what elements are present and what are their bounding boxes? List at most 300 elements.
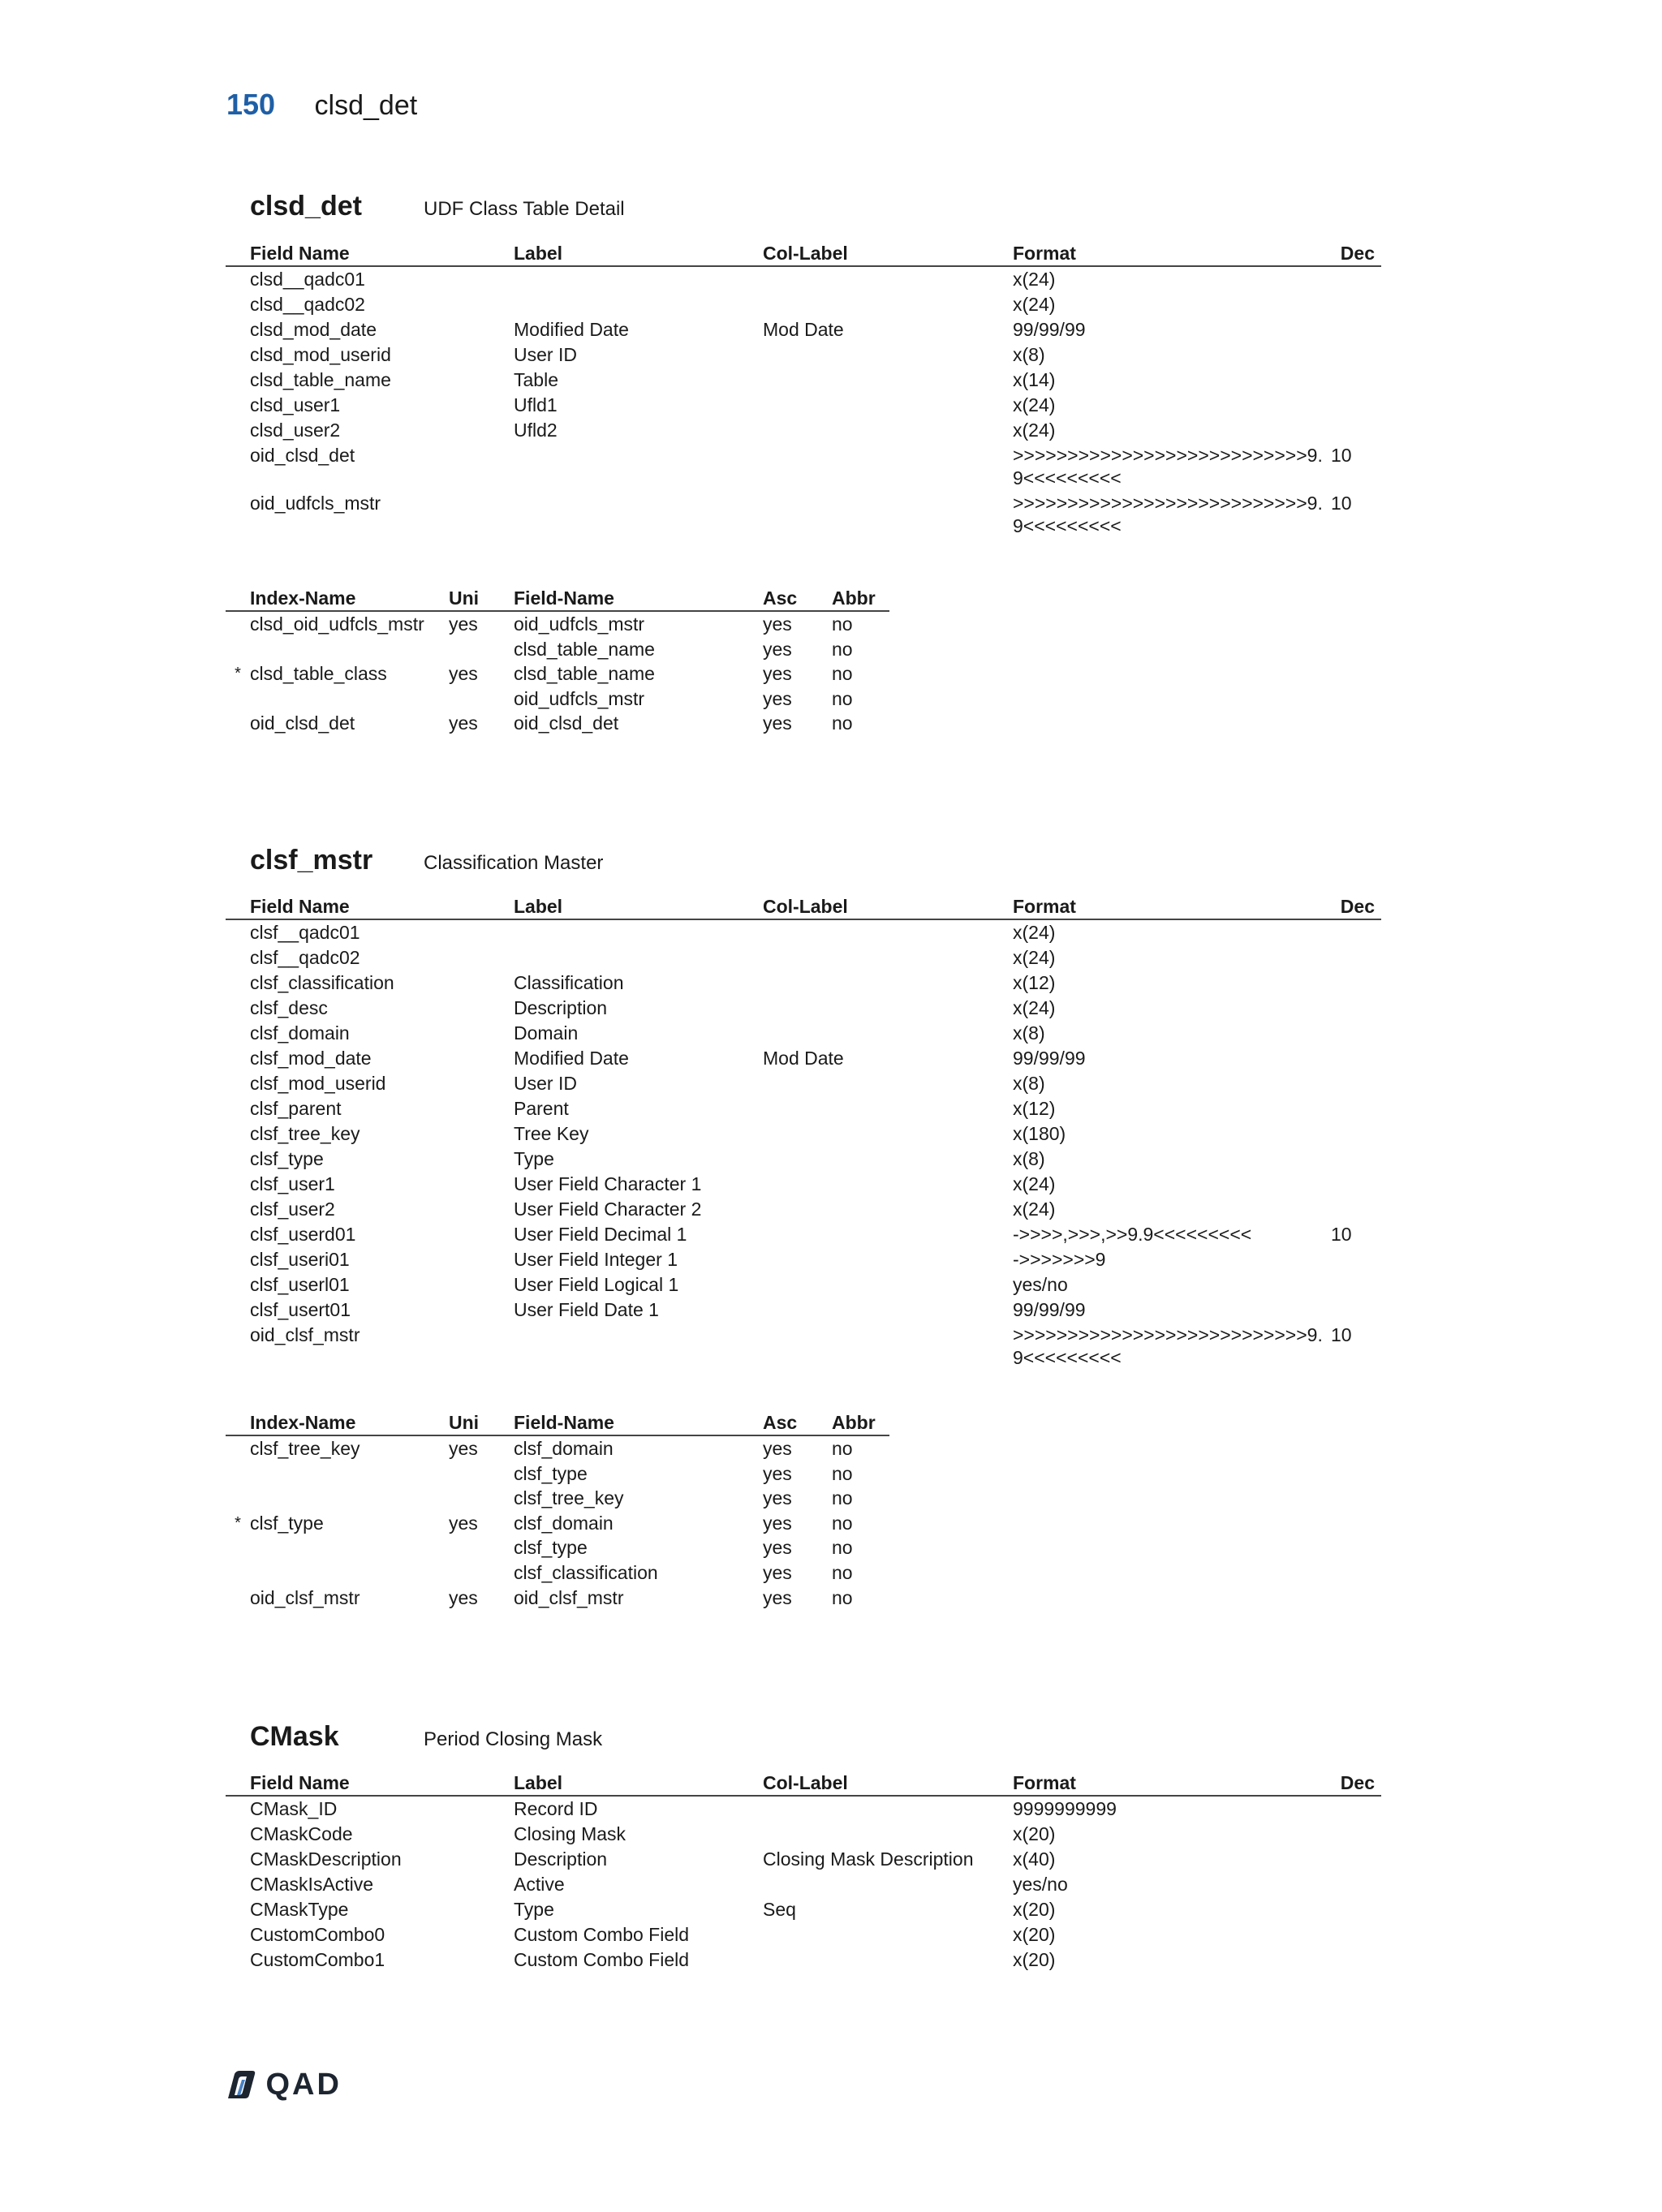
field-format: 99/99/99 xyxy=(1013,1299,1086,1320)
index-abbr: no xyxy=(832,1487,853,1509)
field-col-label: Mod Date xyxy=(763,319,844,340)
field-name: clsd_mod_date xyxy=(250,319,377,340)
index-unique: yes xyxy=(449,663,478,685)
field-col-label xyxy=(763,1922,1013,1947)
primary-index-marker: * xyxy=(235,665,241,683)
index-unique xyxy=(449,686,514,712)
field-col-label xyxy=(763,292,1013,317)
field-col-label xyxy=(763,1021,1013,1046)
field-name: clsd_user2 xyxy=(250,420,341,441)
index-field-name: oid_clsd_det xyxy=(514,712,619,734)
field-col-label xyxy=(763,1247,1013,1272)
field-format: x(12) xyxy=(1013,1098,1056,1119)
field-format: >>>>>>>>>>>>>>>>>>>>>>>>>>>9.9<<<<<<<<< xyxy=(1013,1324,1323,1368)
table-row xyxy=(226,711,889,736)
index-name xyxy=(250,686,449,712)
qad-logo-icon xyxy=(225,2071,257,2100)
table-row xyxy=(226,1822,1381,1847)
table-row xyxy=(226,1197,1381,1222)
index-asc: yes xyxy=(763,1487,792,1509)
field-rows xyxy=(226,919,1381,1371)
field-label: Ufld1 xyxy=(514,394,558,415)
field-format: x(24) xyxy=(1013,947,1056,968)
index-unique: yes xyxy=(449,1512,478,1534)
field-col-label xyxy=(763,1298,1013,1323)
row-marker xyxy=(226,919,250,945)
field-name: clsf__qadc01 xyxy=(250,922,360,943)
index-asc: yes xyxy=(763,1561,792,1583)
field-label xyxy=(514,443,763,491)
column-header: Label xyxy=(514,1771,763,1796)
column-header: Label xyxy=(514,241,763,266)
field-col-label xyxy=(763,1096,1013,1121)
primary-index-marker xyxy=(226,1435,250,1461)
field-label: Tree Key xyxy=(514,1123,589,1144)
table-row xyxy=(226,1272,1381,1298)
field-format: x(24) xyxy=(1013,997,1056,1018)
index-field-name: clsd_table_name xyxy=(514,663,655,685)
table-row xyxy=(226,637,889,662)
column-header: Field-Name xyxy=(514,586,763,611)
field-format: x(24) xyxy=(1013,294,1056,315)
index-abbr: no xyxy=(832,1462,853,1484)
index-field-name: oid_udfcls_mstr xyxy=(514,687,645,709)
field-dec: 10 xyxy=(1331,445,1352,466)
field-dec xyxy=(1331,1096,1381,1121)
field-col-label xyxy=(763,368,1013,393)
field-name: CMaskType xyxy=(250,1899,349,1920)
field-dec: 10 xyxy=(1331,1224,1352,1245)
field-dec: 10 xyxy=(1331,493,1352,514)
page-number: 150 xyxy=(226,88,276,121)
row-marker xyxy=(226,1947,250,1973)
field-col-label xyxy=(763,919,1013,945)
field-label: Classification xyxy=(514,972,624,993)
logo-text: QAD xyxy=(265,2068,342,2102)
field-format: 9999999999 xyxy=(1013,1798,1117,1819)
field-dec xyxy=(1331,1021,1381,1046)
field-name: clsd__qadc02 xyxy=(250,294,365,315)
index-table-header xyxy=(226,1410,889,1435)
index-unique: yes xyxy=(449,1586,478,1608)
field-col-label xyxy=(763,970,1013,996)
primary-index-marker xyxy=(226,711,250,736)
column-header: Field Name xyxy=(250,241,514,266)
field-name: clsf_useri01 xyxy=(250,1249,350,1270)
primary-index-marker xyxy=(226,637,250,662)
field-dec xyxy=(1331,1922,1381,1947)
table-row xyxy=(226,491,1381,539)
row-marker xyxy=(226,1872,250,1897)
field-label: Active xyxy=(514,1874,565,1895)
table-row xyxy=(226,611,889,637)
column-header: Dec xyxy=(1331,1771,1381,1796)
field-format: x(24) xyxy=(1013,269,1056,290)
field-name: clsf_domain xyxy=(250,1022,350,1044)
index-unique xyxy=(449,637,514,662)
index-table xyxy=(226,586,889,736)
field-dec xyxy=(1331,1147,1381,1172)
column-header: Col-Label xyxy=(763,1771,1013,1796)
table-row xyxy=(226,342,1381,368)
row-marker xyxy=(226,1247,250,1272)
field-table-header xyxy=(226,894,1381,919)
index-field-name: oid_udfcls_mstr xyxy=(514,613,645,635)
table-name: clsd_det xyxy=(250,191,362,222)
table-row xyxy=(226,1121,1381,1147)
field-label: Domain xyxy=(514,1022,579,1044)
field-name: clsf__qadc02 xyxy=(250,947,360,968)
field-label: User Field Integer 1 xyxy=(514,1249,678,1270)
table-description: Classification Master xyxy=(424,852,604,874)
index-name xyxy=(250,1560,449,1586)
column-header: Format xyxy=(1013,894,1331,919)
row-marker xyxy=(226,1272,250,1298)
index-abbr: no xyxy=(832,1561,853,1583)
table-row xyxy=(226,368,1381,393)
field-dec xyxy=(1331,342,1381,368)
field-label xyxy=(514,292,763,317)
field-format: x(20) xyxy=(1013,1899,1056,1920)
row-marker xyxy=(226,1298,250,1323)
field-label: Closing Mask xyxy=(514,1823,626,1844)
field-format: x(8) xyxy=(1013,1073,1045,1094)
column-header: Field-Name xyxy=(514,1410,763,1435)
field-name: clsd__qadc01 xyxy=(250,269,365,290)
field-dec xyxy=(1331,317,1381,342)
index-asc: yes xyxy=(763,638,792,660)
field-label xyxy=(514,266,763,292)
field-format: x(8) xyxy=(1013,1148,1045,1169)
row-marker xyxy=(226,1897,250,1922)
index-abbr: no xyxy=(832,1586,853,1608)
index-asc: yes xyxy=(763,613,792,635)
field-dec xyxy=(1331,1272,1381,1298)
index-field-name: clsf_domain xyxy=(514,1438,614,1459)
row-marker xyxy=(226,1922,250,1947)
table-row xyxy=(226,393,1381,418)
field-col-label: Seq xyxy=(763,1899,796,1920)
field-col-label xyxy=(763,1197,1013,1222)
index-abbr: no xyxy=(832,638,853,660)
column-header: Index-Name xyxy=(250,1410,449,1435)
index-unique: yes xyxy=(449,1438,478,1459)
field-rows xyxy=(226,266,1381,539)
primary-index-marker xyxy=(226,1586,250,1611)
field-label: User Field Date 1 xyxy=(514,1299,659,1320)
index-abbr: no xyxy=(832,712,853,734)
field-format: >>>>>>>>>>>>>>>>>>>>>>>>>>>9.9<<<<<<<<< xyxy=(1013,445,1323,488)
row-marker xyxy=(226,1197,250,1222)
field-format: x(12) xyxy=(1013,972,1056,993)
field-table xyxy=(226,241,1381,539)
field-label xyxy=(514,491,763,539)
field-name: clsf_tree_key xyxy=(250,1123,360,1144)
column-header: Format xyxy=(1013,241,1331,266)
index-unique: yes xyxy=(449,712,478,734)
table-row xyxy=(226,1071,1381,1096)
field-name: clsf_userl01 xyxy=(250,1274,350,1295)
table-row xyxy=(226,1147,1381,1172)
field-format: x(8) xyxy=(1013,1022,1045,1044)
table-row xyxy=(226,418,1381,443)
field-col-label xyxy=(763,1222,1013,1247)
primary-index-marker: * xyxy=(235,1513,241,1532)
row-marker xyxy=(226,1323,250,1371)
row-marker xyxy=(226,1021,250,1046)
field-dec xyxy=(1331,1247,1381,1272)
field-col-label xyxy=(763,1796,1013,1822)
table-row xyxy=(226,317,1381,342)
field-dec xyxy=(1331,418,1381,443)
index-name: clsd_table_class xyxy=(250,663,387,685)
index-name: clsf_tree_key xyxy=(250,1438,360,1459)
field-name: CMask_ID xyxy=(250,1798,338,1819)
field-col-label xyxy=(763,945,1013,970)
field-name: clsf_user2 xyxy=(250,1199,335,1220)
field-label: Type xyxy=(514,1899,554,1920)
table-row xyxy=(226,1021,1381,1046)
field-col-label xyxy=(763,996,1013,1021)
field-dec: 10 xyxy=(1331,1324,1352,1345)
field-table-header xyxy=(226,1771,1381,1796)
field-label: User Field Character 1 xyxy=(514,1173,702,1194)
row-marker xyxy=(226,945,250,970)
field-dec xyxy=(1331,1796,1381,1822)
index-abbr: no xyxy=(832,613,853,635)
field-dec xyxy=(1331,266,1381,292)
field-col-label xyxy=(763,1872,1013,1897)
field-dec xyxy=(1331,1872,1381,1897)
field-dec xyxy=(1331,919,1381,945)
index-rows xyxy=(226,611,889,736)
table-row xyxy=(226,1172,1381,1197)
index-field-name: oid_clsf_mstr xyxy=(514,1586,624,1608)
field-rows xyxy=(226,1796,1381,1973)
field-dec xyxy=(1331,1897,1381,1922)
field-col-label xyxy=(763,1947,1013,1973)
index-name xyxy=(250,1535,449,1560)
table-row xyxy=(226,1461,889,1487)
row-marker xyxy=(226,1121,250,1147)
row-marker xyxy=(226,342,250,368)
row-marker xyxy=(226,418,250,443)
index-abbr: no xyxy=(832,1512,853,1534)
field-dec xyxy=(1331,1847,1381,1872)
table-row xyxy=(226,1435,889,1461)
field-format: ->>>>>>>9 xyxy=(1013,1249,1106,1270)
field-col-label xyxy=(763,266,1013,292)
field-name: clsf_type xyxy=(250,1148,324,1169)
row-marker xyxy=(226,1172,250,1197)
field-dec xyxy=(1331,970,1381,996)
column-header: Abbr xyxy=(832,586,889,611)
table-row xyxy=(226,292,1381,317)
field-name: clsf_classification xyxy=(250,972,394,993)
field-format: x(180) xyxy=(1013,1123,1066,1144)
field-format: yes/no xyxy=(1013,1274,1068,1295)
section-heading xyxy=(250,191,625,222)
table-row xyxy=(226,266,1381,292)
table-row xyxy=(226,1560,889,1586)
index-field-name: clsf_domain xyxy=(514,1512,614,1534)
index-field-name: clsd_table_name xyxy=(514,638,655,660)
field-col-label xyxy=(763,342,1013,368)
field-col-label xyxy=(763,1172,1013,1197)
table-row xyxy=(226,1586,889,1611)
field-label: Description xyxy=(514,1848,608,1870)
table-row xyxy=(226,1872,1381,1897)
field-name: oid_clsd_det xyxy=(250,445,355,466)
index-unique xyxy=(449,1535,514,1560)
table-row xyxy=(226,1046,1381,1071)
field-dec xyxy=(1331,1298,1381,1323)
field-label: User Field Decimal 1 xyxy=(514,1224,687,1245)
index-rows xyxy=(226,1435,889,1610)
column-header: Dec xyxy=(1331,241,1381,266)
row-marker xyxy=(226,996,250,1021)
field-name: CustomCombo1 xyxy=(250,1949,385,1970)
field-label: User ID xyxy=(514,344,577,365)
field-format: x(20) xyxy=(1013,1949,1056,1970)
index-name: clsf_type xyxy=(250,1512,324,1534)
index-name: clsd_oid_udfcls_mstr xyxy=(250,613,424,635)
table-row xyxy=(226,970,1381,996)
column-header: Col-Label xyxy=(763,894,1013,919)
field-label: User ID xyxy=(514,1073,577,1094)
column-header: Index-Name xyxy=(250,586,449,611)
field-format: x(14) xyxy=(1013,369,1056,390)
row-marker xyxy=(226,1147,250,1172)
field-col-label xyxy=(763,1323,1013,1371)
index-asc: yes xyxy=(763,687,792,709)
index-asc: yes xyxy=(763,1462,792,1484)
field-format: yes/no xyxy=(1013,1874,1068,1895)
table-row xyxy=(226,443,1381,491)
table-row xyxy=(226,1247,1381,1272)
row-marker xyxy=(226,317,250,342)
column-header: Format xyxy=(1013,1771,1331,1796)
primary-index-marker xyxy=(226,1486,250,1511)
field-dec xyxy=(1331,1121,1381,1147)
index-field-name: clsf_type xyxy=(514,1537,588,1559)
field-format: ->>>>,>>>,>>9.9<<<<<<<<< xyxy=(1013,1224,1252,1245)
field-name: clsf_mod_userid xyxy=(250,1073,386,1094)
primary-index-marker xyxy=(226,686,250,712)
index-abbr: no xyxy=(832,687,853,709)
field-label: Modified Date xyxy=(514,319,629,340)
field-label: Table xyxy=(514,369,558,390)
index-asc: yes xyxy=(763,712,792,734)
table-row xyxy=(226,1847,1381,1872)
index-abbr: no xyxy=(832,1438,853,1459)
field-dec xyxy=(1331,1947,1381,1973)
index-unique xyxy=(449,1486,514,1511)
table-row xyxy=(226,1298,1381,1323)
row-marker xyxy=(226,292,250,317)
field-name: clsf_usert01 xyxy=(250,1299,351,1320)
table-row xyxy=(226,1796,1381,1822)
column-header: Label xyxy=(514,894,763,919)
field-name: oid_clsf_mstr xyxy=(250,1324,360,1345)
row-marker xyxy=(226,970,250,996)
field-label: Record ID xyxy=(514,1798,598,1819)
field-label: User Field Logical 1 xyxy=(514,1274,679,1295)
field-dec xyxy=(1331,1071,1381,1096)
field-format: x(40) xyxy=(1013,1848,1056,1870)
field-col-label xyxy=(763,491,1013,539)
column-header: Abbr xyxy=(832,1410,889,1435)
index-asc: yes xyxy=(763,1438,792,1459)
field-format: x(24) xyxy=(1013,922,1056,943)
table-row xyxy=(226,1323,1381,1371)
table-row xyxy=(226,1897,1381,1922)
index-name xyxy=(250,1486,449,1511)
index-abbr: no xyxy=(832,1537,853,1559)
field-label: Parent xyxy=(514,1098,569,1119)
primary-index-marker xyxy=(226,611,250,637)
field-format: x(24) xyxy=(1013,394,1056,415)
index-table-header xyxy=(226,586,889,611)
field-name: CustomCombo0 xyxy=(250,1924,385,1945)
field-dec xyxy=(1331,1197,1381,1222)
field-name: clsf_user1 xyxy=(250,1173,335,1194)
row-marker xyxy=(226,393,250,418)
index-asc: yes xyxy=(763,1586,792,1608)
column-header: Field Name xyxy=(250,1771,514,1796)
field-format: x(8) xyxy=(1013,344,1045,365)
field-col-label xyxy=(763,1071,1013,1096)
field-label: Description xyxy=(514,997,608,1018)
index-field-name: clsf_tree_key xyxy=(514,1487,624,1509)
table-description: Period Closing Mask xyxy=(424,1728,603,1750)
field-name: CMaskCode xyxy=(250,1823,353,1844)
primary-index-marker xyxy=(226,1560,250,1586)
field-label: Custom Combo Field xyxy=(514,1949,690,1970)
index-table xyxy=(226,1410,889,1610)
field-name: clsf_userd01 xyxy=(250,1224,356,1245)
page-header xyxy=(226,88,417,128)
field-label: Type xyxy=(514,1148,554,1169)
field-dec xyxy=(1331,368,1381,393)
table-row xyxy=(226,686,889,712)
page-title: clsd_det xyxy=(314,90,418,121)
field-col-label xyxy=(763,1147,1013,1172)
table-row xyxy=(226,1511,889,1536)
index-abbr: no xyxy=(832,663,853,685)
table-row xyxy=(226,1486,889,1511)
index-unique: yes xyxy=(449,613,478,635)
table-name: clsf_mstr xyxy=(250,845,373,876)
table-row xyxy=(226,1222,1381,1247)
field-name: CMaskIsActive xyxy=(250,1874,374,1895)
index-name: oid_clsf_mstr xyxy=(250,1586,360,1608)
row-marker xyxy=(226,1847,250,1872)
field-format: x(24) xyxy=(1013,1199,1056,1220)
table-row xyxy=(226,1535,889,1560)
index-asc: yes xyxy=(763,1537,792,1559)
row-marker xyxy=(226,491,250,539)
field-col-label xyxy=(763,1272,1013,1298)
field-col-label xyxy=(763,418,1013,443)
column-header: Asc xyxy=(763,1410,832,1435)
field-col-label: Mod Date xyxy=(763,1048,844,1069)
column-header: Dec xyxy=(1331,894,1381,919)
section-heading xyxy=(250,1721,602,1753)
field-name: clsd_user1 xyxy=(250,394,341,415)
field-name: clsf_desc xyxy=(250,997,328,1018)
index-asc: yes xyxy=(763,663,792,685)
